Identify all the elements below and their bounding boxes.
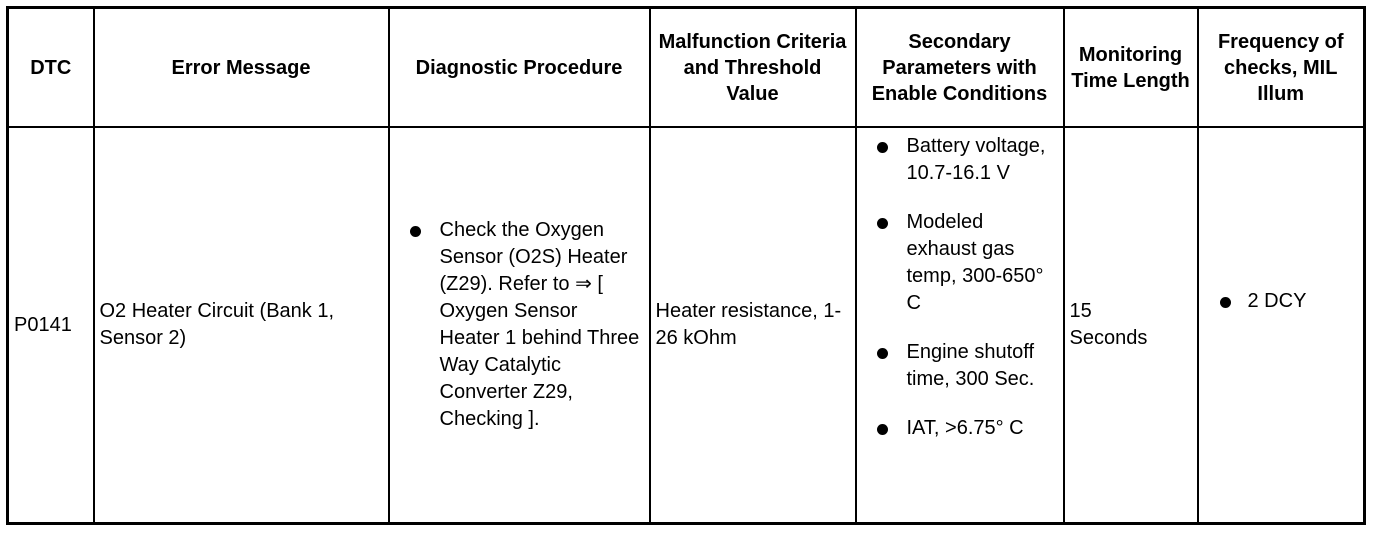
list-item <box>857 133 1063 187</box>
bullet-icon <box>877 348 888 359</box>
header-monitoring-time: Monitoring Time Length <box>1064 8 1198 128</box>
bullet-icon <box>877 142 888 153</box>
list-item <box>857 339 1063 393</box>
header-error-message: Error Message <box>94 8 389 128</box>
table-row <box>8 127 1365 524</box>
header-secondary-parameters: Secondary Parameters with Enable Conditions <box>856 8 1064 128</box>
bullet-icon <box>877 424 888 435</box>
bullet-icon <box>877 218 888 229</box>
header-row <box>8 8 1365 128</box>
frequency-text: 2 DCY <box>1247 290 1307 312</box>
parameter-text: Engine shutoff time, 300 Sec. <box>906 341 1035 390</box>
monitoring-time-cell <box>1064 127 1198 524</box>
list-item <box>857 415 1063 442</box>
header-frequency: Frequency of checks, MIL Illum <box>1198 8 1365 128</box>
error-message-cell: O2 Heater Circuit (Bank 1, Sensor 2) <box>94 127 389 524</box>
header-diagnostic-procedure: Diagnostic Procedure <box>389 8 650 128</box>
procedure-list <box>390 217 649 433</box>
procedure-text: Check the Oxygen Sensor (O2S) Heater (Z29). Refer to ⇒ [ Oxygen Sensor Heater 1 behind Three Way Catalytic Converter Z29, Checking ]. <box>439 219 640 430</box>
parameter-text: Battery voltage, 10.7-16.1 V <box>906 135 1046 184</box>
diagnostic-table <box>6 6 1366 525</box>
secondary-parameters-list <box>857 133 1063 442</box>
diagnostic-procedure-cell <box>389 127 650 524</box>
list-item <box>857 209 1063 317</box>
parameter-text: IAT, >6.75° C <box>906 417 1024 439</box>
list-item <box>1199 288 1364 315</box>
monitoring-time-text: 15 Seconds <box>1069 300 1148 349</box>
procedure-item <box>390 217 649 433</box>
frequency-cell <box>1198 127 1365 524</box>
parameter-text: Modeled exhaust gas temp, 300-650° C <box>906 211 1044 314</box>
bullet-icon <box>1220 297 1231 308</box>
header-dtc: DTC <box>8 8 94 128</box>
frequency-list <box>1199 288 1364 315</box>
threshold-cell: Heater resistance, 1-26 kOhm <box>650 127 856 524</box>
secondary-parameters-cell <box>856 127 1064 524</box>
header-malfunction-criteria: Malfunction Criteria and Threshold Value <box>650 8 856 128</box>
bullet-icon <box>410 226 421 237</box>
dtc-cell: P0141 <box>8 127 94 524</box>
